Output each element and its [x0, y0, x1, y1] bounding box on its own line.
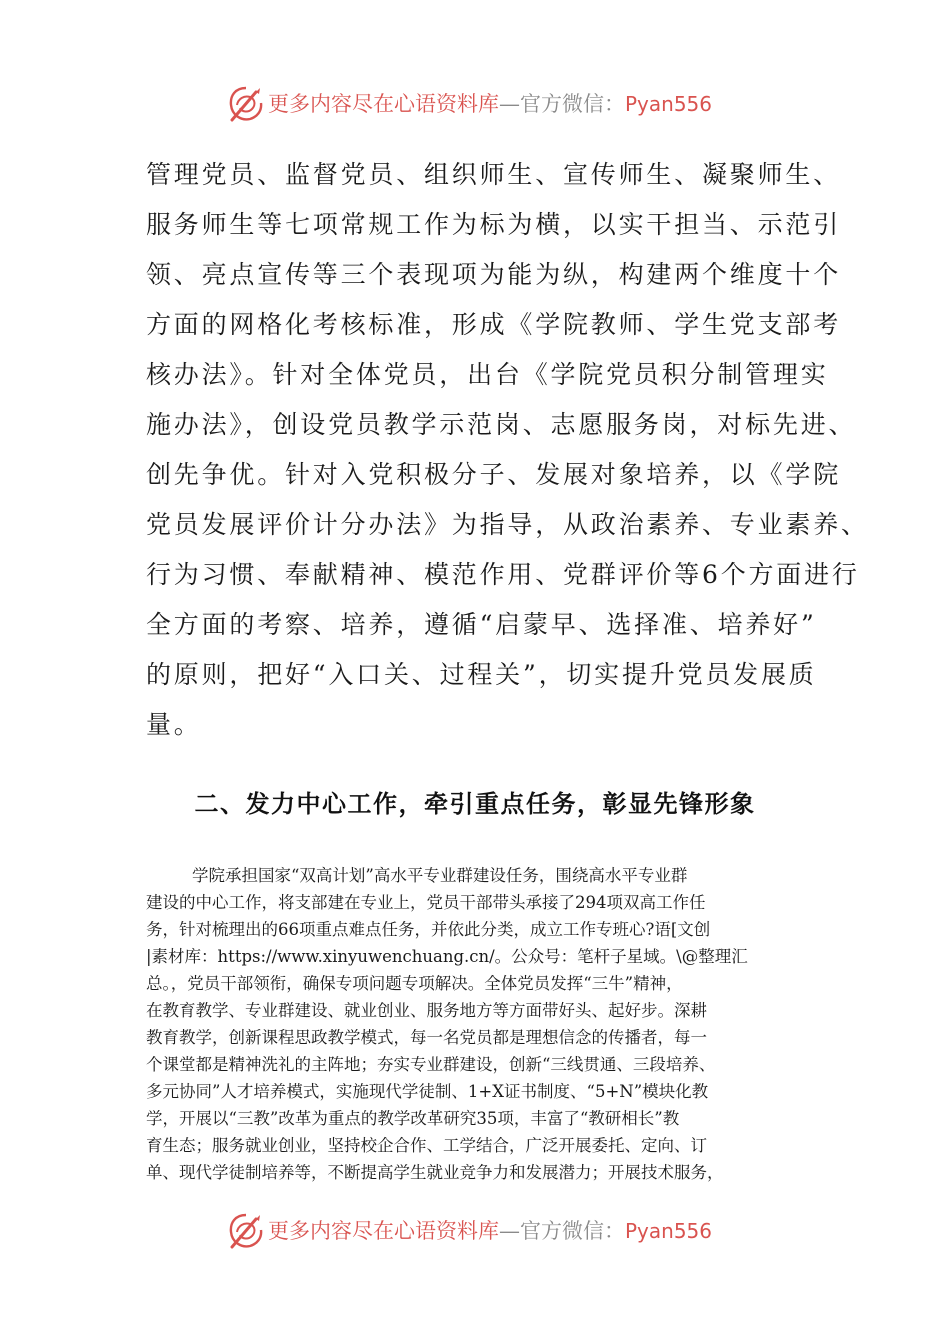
- text-line: 学院承担国家“双高计划”高水平专业群建设任务，围绕高水平专业群: [192, 866, 688, 885]
- paragraph-small: [146, 862, 816, 1186]
- text-line: 的原则，把好“入口关、过程关”，切实提升党员发展质: [146, 660, 817, 689]
- text-line: 全方面的考察、培养，遵循“启蒙早、选择准、培养好”: [146, 610, 817, 639]
- banner-wechat-id: Pyan556: [625, 92, 713, 116]
- banner-main-text: 更多内容尽在心语资料库: [268, 92, 499, 116]
- banner-dash: —: [499, 92, 520, 116]
- text-line: 育生态；服务就业创业，坚持校企合作、工学结合，广泛开展委托、定向、订: [146, 1136, 707, 1155]
- text-line: 领、亮点宣传等三个表现项为能为纵，构建两个维度十个: [146, 260, 842, 289]
- pen-swirl-logo-icon: [226, 84, 266, 124]
- banner-wechat-id: Pyan556: [625, 1219, 713, 1243]
- footer-banner: [0, 1211, 950, 1251]
- banner-dash: —: [499, 1219, 520, 1243]
- text-line: 务，针对梳理出的66项重点难点任务，并依此分类，成立工作专班心?语[文创: [146, 920, 711, 939]
- text-line: 学，开展以“三教”改革为重点的教学改革研究35项，丰富了“教研相长”教: [146, 1109, 680, 1128]
- section-heading: 二、发力中心工作，牵引重点任务，彰显先锋形象: [194, 790, 756, 818]
- text-line: 创先争优。针对入党积极分子、发展对象培养，以《学院: [146, 460, 842, 489]
- text-line: 方面的网格化考核标准，形成《学院教师、学生党支部考: [146, 310, 842, 339]
- text-line: 施办法》，创设党员教学示范岗、志愿服务岗，对标先进、: [146, 410, 857, 439]
- text-line: 核办法》。针对全体党员，出台《学院党员积分制管理实: [146, 360, 829, 389]
- text-line: 党员发展评价计分办法》为指导，从政治素养、专业素养、: [146, 510, 869, 539]
- banner-text: [268, 90, 712, 118]
- text-line: 在教育教学、专业群建设、就业创业、服务地方等方面带好头、起好步。深耕: [146, 1001, 707, 1020]
- banner-main-text: 更多内容尽在心语资料库: [268, 1219, 499, 1243]
- banner-text: [268, 1217, 712, 1245]
- banner-official-label: 官方微信：: [520, 1219, 625, 1243]
- text-line: 服务师生等七项常规工作为标为横，以实干担当、示范引: [146, 210, 842, 239]
- text-line: 量。: [146, 710, 202, 739]
- banner-official-label: 官方微信：: [520, 92, 625, 116]
- text-line: |素材库：https://www.xinyuwenchuang.cn/。公众号：笔杆子星域。\@整理汇: [146, 947, 748, 966]
- header-banner: [0, 84, 950, 124]
- text-line: 总。，党员干部领衔，确保专项问题专项解决。全体党员发挥“三牛”精神，: [146, 974, 683, 993]
- text-line: 管理党员、监督党员、组织师生、宣传师生、凝聚师生、: [146, 160, 842, 189]
- text-line: 多元协同”人才培养模式，实施现代学徒制、1+X证书制度、“5+N”模块化教: [146, 1082, 709, 1101]
- text-line: 单、现代学徒制培养等，不断提高学生就业竞争力和发展潜力；开展技术服务，: [146, 1163, 724, 1182]
- text-line: 行为习惯、奉献精神、模范作用、党群评价等6个方面进行: [146, 560, 860, 589]
- text-line: 个课堂都是精神洗礼的主阵地；夯实专业群建设，创新“三线贯通、三段培养、: [146, 1055, 716, 1074]
- pen-swirl-logo-icon: [226, 1211, 266, 1251]
- text-line: 建设的中心工作，将支部建在专业上，党员干部带头承接了294项双高工作任: [146, 893, 706, 912]
- paragraph-large: [146, 150, 869, 750]
- text-line: 教育教学，创新课程思政教学模式，每一名党员都是理想信念的传播者，每一: [146, 1028, 707, 1047]
